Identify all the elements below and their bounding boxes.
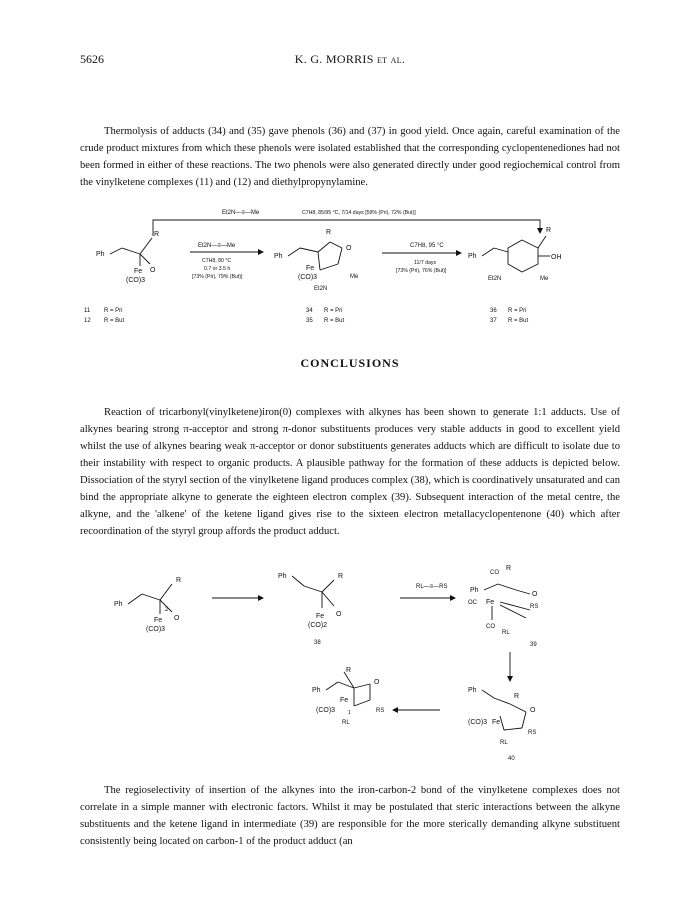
svg-text:Fe: Fe xyxy=(486,599,495,606)
section-heading-conclusions: CONCLUSIONS xyxy=(300,356,400,370)
svg-text:RL: RL xyxy=(502,630,510,636)
compound-number-12: 12 xyxy=(84,318,91,324)
direct-route-arrow xyxy=(153,220,540,236)
paragraph-thermolysis: Thermolysis of adducts (34) and (35) gave phenols (36) and (37) in good yield. Once again, careful examination of the crude product mixtures from which these phenols were isolated established that the corresponding cyclopentenediones had not been formed in either of these reactions. The two phenols were also generated directly under good regiochemical control from the vinylketene complexes (11) and (12) and diethylpropynylamine. xyxy=(80,126,620,188)
svg-text:(CO)3: (CO)3 xyxy=(468,719,488,726)
top-alkyne-reagent: Et2N—≡—Me xyxy=(222,210,260,216)
reaction-scheme-mechanism xyxy=(0,560,680,770)
svg-text:O: O xyxy=(374,679,380,686)
svg-text:CO: CO xyxy=(490,570,499,576)
svg-text:R: R xyxy=(326,229,332,236)
compound-number-35: 35 xyxy=(306,318,313,324)
complex-39-structure xyxy=(468,565,538,636)
compound-37-substituent: R = But xyxy=(508,318,529,324)
complex-40-structure xyxy=(468,687,536,746)
svg-text:R: R xyxy=(338,573,344,580)
mechanism-alkyne: RL—≡—RS xyxy=(416,584,448,590)
step2-yield: [73% (Pri), 76% (But)] xyxy=(396,268,447,274)
svg-text:Fe: Fe xyxy=(134,268,143,275)
paragraph-regioselectivity: The regioselectivity of insertion of the alkynes into the iron-carbon-2 bond of the vinylketene complexes does not correlate in a simple manner with electronic factors. Whilst it may be postulated that steric interactions between the alkyne substituents and the ketene ligand in intermediate (39) are responsible for the more sterically demanding alkyne substituent consistently being located on carbon-1 of the product adduct (an xyxy=(80,785,620,847)
svg-text:RS: RS xyxy=(528,730,537,736)
compound-number-39: 39 xyxy=(530,642,537,648)
svg-text:Et2N: Et2N xyxy=(314,286,328,292)
reaction-scheme-phenol-synthesis xyxy=(0,200,680,346)
compound-number-11: 11 xyxy=(84,308,91,314)
top-conditions: C7H8, 85/95 °C, 7/14 days [59% (Pri), 72% (But)] xyxy=(302,210,416,216)
paragraph-conclusions: Reaction of tricarbonyl(vinylketene)iron(0) complexes with alkynes has been shown to generate 1:1 adducts. Use of alkynes bearing strong π-acceptor and strong π-donor substituents produces very stable adducts in good to excellent yield whilst the use of alkynes bearing weak π-acceptor or donor substituents generates adducts which are difficult to isolate due to their instability with respect to organic products. A plausible pathway for the formation of these adducts is depicted below. Dissociation of the styryl section of the vinylketene ligand produces complex (38), which is coordinatively unsaturated and can bind the appropriate alkyne to generate the eighteen electron complex (39). Subsequent interaction of the metal centre, the alkyne, and the 'alkene' of the ketene ligand gives rise to the sixteen electron metallacyclopentenone (40) which after recoordination of the styryl group affords the product adduct. xyxy=(80,407,620,537)
svg-text:R: R xyxy=(154,231,160,238)
direct-route-arrowhead xyxy=(537,228,543,234)
compound-11-substituent: R = Pri xyxy=(104,308,123,314)
svg-text:Ph: Ph xyxy=(96,251,105,258)
svg-text:Fe: Fe xyxy=(154,617,163,624)
svg-text:(CO)2: (CO)2 xyxy=(308,622,328,629)
phenol-structure xyxy=(468,227,562,282)
step1-solvent: C7H8, 80 °C xyxy=(202,258,232,264)
product-adduct-structure xyxy=(312,667,384,726)
svg-text:Ph: Ph xyxy=(312,687,321,694)
svg-text:Fe: Fe xyxy=(340,697,349,704)
svg-text:O: O xyxy=(530,707,536,714)
step2-time: 11/7 days xyxy=(414,260,437,266)
svg-text:Ph: Ph xyxy=(114,601,123,608)
svg-text:R: R xyxy=(506,565,512,572)
svg-text:Ph: Ph xyxy=(274,253,283,260)
svg-text:2: 2 xyxy=(165,607,169,613)
svg-text:Ph: Ph xyxy=(470,587,479,594)
svg-text:O: O xyxy=(174,615,180,622)
svg-text:(CO)3: (CO)3 xyxy=(316,707,336,714)
step1-time: 0.7 or 3.5 h xyxy=(204,266,231,272)
svg-text:O: O xyxy=(532,591,538,598)
compound-number-38: 38 xyxy=(314,640,321,646)
compound-36-substituent: R = Pri xyxy=(508,308,527,314)
svg-text:Me: Me xyxy=(540,276,549,282)
svg-text:RL: RL xyxy=(500,740,508,746)
svg-text:Ph: Ph xyxy=(468,687,477,694)
running-title: K. G. MORRIS et al. xyxy=(294,52,406,66)
compound-number-36: 36 xyxy=(490,308,497,314)
step1-yield: [73% (Pri), 79% (But)] xyxy=(192,274,243,280)
svg-text:R: R xyxy=(514,693,520,700)
svg-text:1: 1 xyxy=(348,710,351,716)
svg-text:RS: RS xyxy=(530,604,539,610)
svg-text:Et2N: Et2N xyxy=(488,276,502,282)
compound-number-34: 34 xyxy=(306,308,313,314)
step2-solvent: C7H8, 95 °C xyxy=(410,243,444,249)
svg-text:R: R xyxy=(546,227,552,234)
svg-text:Fe: Fe xyxy=(306,265,315,272)
step1-alkyne-reagent: Et2N—≡—Me xyxy=(198,243,236,249)
compound-12-substituent: R = But xyxy=(104,318,125,324)
svg-text:OC: OC xyxy=(468,600,477,606)
complex-38-structure xyxy=(278,573,343,629)
svg-text:Me: Me xyxy=(350,274,359,280)
svg-text:(CO)3: (CO)3 xyxy=(298,274,318,281)
svg-text:O: O xyxy=(336,611,342,618)
svg-text:OH: OH xyxy=(551,254,562,261)
svg-text:R: R xyxy=(346,667,352,674)
svg-text:Ph: Ph xyxy=(278,573,287,580)
mechanism-starting-complex xyxy=(114,577,181,633)
svg-text:(CO)3: (CO)3 xyxy=(126,277,146,284)
svg-text:Fe: Fe xyxy=(316,613,325,620)
compound-number-37: 37 xyxy=(490,318,497,324)
svg-text:Ph: Ph xyxy=(468,253,477,260)
svg-text:CO: CO xyxy=(486,624,495,630)
compound-number-40: 40 xyxy=(508,756,515,762)
svg-text:(CO)3: (CO)3 xyxy=(146,626,166,633)
vinylketene-complex-structure xyxy=(96,231,159,284)
ferracyclic-adduct-structure xyxy=(274,229,359,292)
svg-text:Fe: Fe xyxy=(492,719,501,726)
svg-text:RS: RS xyxy=(376,708,385,714)
svg-text:O: O xyxy=(150,267,156,274)
compound-34-substituent: R = Pri xyxy=(324,308,343,314)
svg-text:RL: RL xyxy=(342,720,350,726)
compound-35-substituent: R = But xyxy=(324,318,345,324)
page-number: 5626 xyxy=(80,52,104,66)
page-header xyxy=(80,52,620,68)
svg-text:R: R xyxy=(176,577,182,584)
svg-text:O: O xyxy=(346,245,352,252)
